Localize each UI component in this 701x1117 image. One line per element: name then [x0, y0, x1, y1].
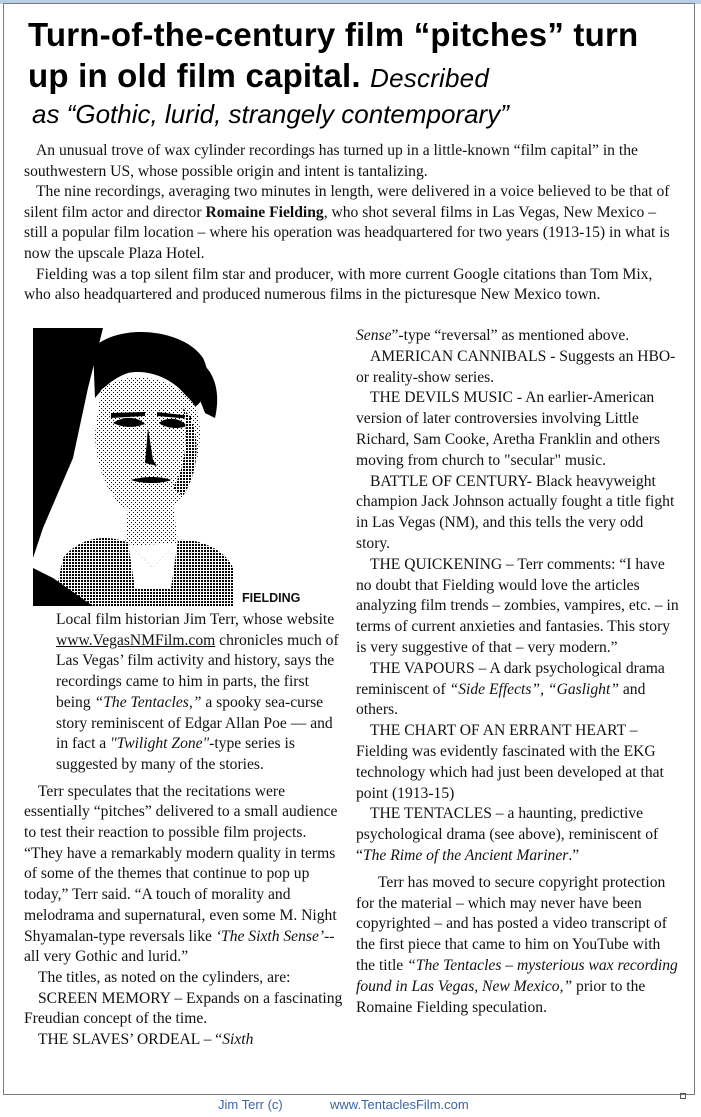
left-p1-text-c: a spooky sea-curse story reminiscent of Edgar Allan Poe — and in fact a	[56, 693, 333, 753]
left-p2-title: ‘The Sixth Sense’	[215, 927, 325, 945]
intro-paragraph-3: Fielding was a top silent film star and producer, with more current Google citations than Tom Mix, who also headquartered and produced numerous films in the picturesque New Mexico town.	[24, 265, 653, 304]
left-paragraph-2	[24, 782, 344, 968]
left-paragraph-1	[24, 610, 344, 776]
footer-credit: Jim Terr (c)	[218, 1097, 283, 1112]
intro-paragraph-2	[24, 182, 680, 264]
left-p1-text-b: chronicles much of Las Vegas’ film activity and history, says the recordings came to him in parts, the first being	[56, 631, 339, 711]
right-paragraph-7: THE CHART OF AN ERRANT HEART – Fielding was evidently fascinated with the EKG technology which had just been developed at that point (1913-15)	[356, 722, 664, 802]
left-paragraph-5	[24, 1030, 344, 1051]
headline-main	[28, 14, 688, 99]
left-column	[24, 610, 344, 1051]
right-paragraph-5: THE QUICKENING – Terr comments: “I have no doubt that Fielding would love the articles analyzing film trends – zombies, vampires, etc. – in terms of current anxieties and fantasies. This story is very suggestive of that – very modern.”	[356, 555, 679, 656]
intro-p2-name: Romaine Fielding	[205, 203, 324, 221]
left-paragraph-3: The titles, as noted on the cylinders, are:	[38, 968, 291, 986]
intro-text	[24, 141, 680, 306]
intro-p2-text-b: , who shot several films in Las Vegas, New Mexico – still a popular film location – where his operation was headquartered for two years (1913-15) in what is now the upscale Plaza Hotel.	[24, 203, 670, 262]
right-r1-text: ”-type “reversal” as mentioned above.	[391, 327, 630, 344]
right-paragraph-8	[356, 804, 681, 866]
corner-marker	[680, 1093, 686, 1099]
right-r8-text-a: THE TENTACLES – a haunting, predictive psychological drama (see above), reminiscent of “	[356, 805, 659, 864]
right-r6-title-2: “Gaslight”	[547, 680, 619, 698]
left-p2-text-a: Terr speculates that the recitations were essentially “pitches” delivered to a small audience to test their reaction to possible film projects. “They have a remarkably modern quality in terms of some of the themes that continue to pop up today,” Terr said. “A touch of morality and melodrama and supernatural, even some M. Night Shyamalan-type reversals like	[24, 782, 338, 945]
left-p1-text-d: -type series is suggested by many of the stories.	[56, 735, 295, 773]
headline-bold-text: Turn-of-the-century film “pitches” turn up in old film capital.	[28, 16, 639, 94]
right-r8-text-b: .”	[568, 846, 580, 864]
headline-italic-start: Described	[370, 63, 490, 93]
right-paragraph-2: AMERICAN CANNIBALS - Suggests an HBO- or reality-show series.	[356, 347, 676, 386]
right-paragraph-4: BATTLE OF CENTURY- Black heavyweight champion Jack Johnson actually fought a title fight in Las Vegas (NM), and this tells the very odd story.	[356, 472, 675, 552]
intro-p2-text-a: The nine recordings, averaging two minutes in length, were delivered in a voice believed to be that of silent film actor and director	[24, 183, 670, 221]
right-paragraph-1	[356, 326, 681, 347]
left-p5-text: THE SLAVES’ ORDEAL – “	[38, 1031, 223, 1049]
left-paragraph-4: SCREEN MEMORY – Expands on a fascinating Freudian concept of the time.	[24, 989, 343, 1028]
right-column	[356, 326, 681, 1018]
right-r9-text-b: prior to the Romaine Fielding speculation.	[356, 977, 646, 1016]
headline	[28, 14, 688, 129]
headline-subtitle: as “Gothic, lurid, strangely contemporary”	[32, 99, 509, 129]
right-r6-text-a: THE VAPOURS – A dark psychological drama reminiscent of	[356, 659, 665, 698]
photo-caption: FIELDING	[242, 591, 301, 605]
left-p1-title: “The Tentacles,”	[94, 693, 202, 711]
intro-paragraph-1: An unusual trove of wax cylinder recordings has turned up in a little-known “film capital” in the southwestern US, whose possible origin and intent is tantalizing.	[24, 142, 638, 180]
right-r6-text-b: and others.	[356, 680, 646, 719]
vegasnmfilm-link[interactable]: www.VegasNMFilm.com	[56, 631, 216, 649]
left-p2-text-b: -- all very Gothic and lurid.”	[24, 927, 335, 966]
right-paragraph-3: THE DEVILS MUSIC - An earlier-American version of later controversies involving Little Richard, Sam Cooke, Aretha Franklin and others moving from church to "secular" music.	[356, 389, 661, 469]
left-p1-text-a: Local film historian Jim Terr, whose website	[56, 611, 335, 628]
footer-website[interactable]: www.TentaclesFilm.com	[330, 1097, 469, 1112]
right-r9-text-a: Terr has moved to secure copyright protection for the material – which may never have been copyrighted – and has posted a video transcript of the first piece that came to him on YouTube with the title	[356, 873, 667, 974]
left-p5-title: Sixth	[222, 1031, 254, 1049]
right-r6-title-1: “Side Effects”,	[449, 680, 544, 698]
right-paragraph-6	[356, 659, 681, 721]
left-p1-twilight-zone: "Twilight Zone"	[110, 735, 210, 753]
right-r9-title: “The Tentacles – mysterious wax recording found in Las Vegas, New Mexico,”	[356, 956, 678, 995]
right-r1-title: Sense	[356, 327, 392, 344]
portrait-illustration	[33, 328, 233, 606]
right-paragraph-9	[356, 873, 681, 1019]
right-r8-title: The Rime of the Ancient Mariner	[362, 846, 569, 864]
fielding-portrait-photo	[33, 328, 233, 606]
